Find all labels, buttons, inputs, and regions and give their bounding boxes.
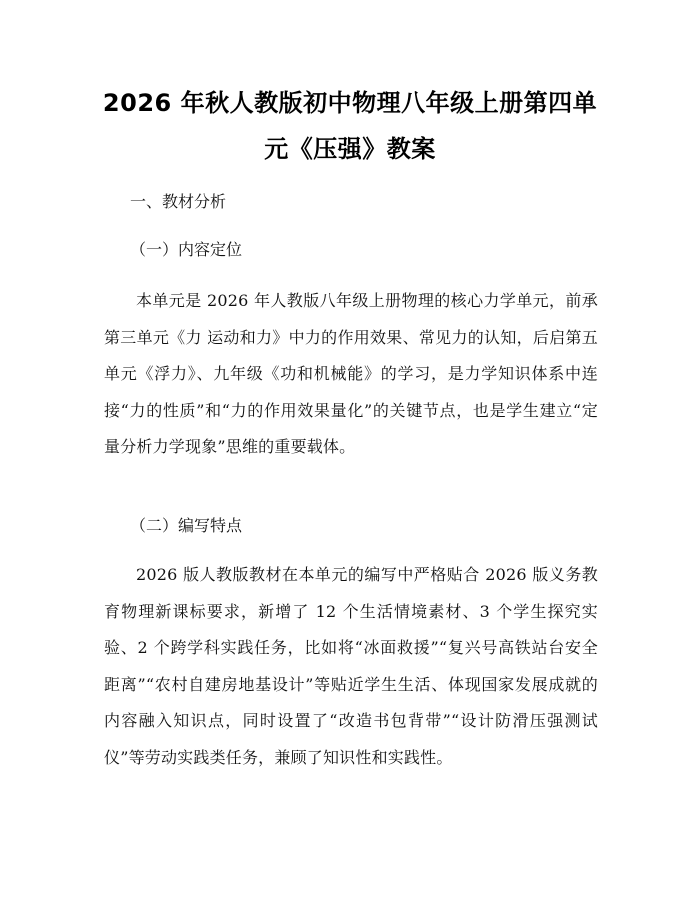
title-line-2: 元《压强》教案 <box>264 135 436 163</box>
subsection-heading-writing-features: （二）编写特点 <box>130 516 243 535</box>
subsection-heading-content-positioning: （一）内容定位 <box>130 240 243 259</box>
section-heading-textbook-analysis: 一、教材分析 <box>130 192 227 211</box>
paragraph-writing-features: 2026 版人教版教材在本单元的编写中严格贴合 2026 版义务教育物理新课标要求，新增了 12 个生活情境素材、3 个学生探究实验、2 个跨学科实践任务，比如将“冰面救援”“复兴号高铁站台安全距离”“农村自建房地基设计”等贴近学生生活、体现国家发展成就的内容融入知识点，同时设置了“改造书包背带”“设计防滑压强测试仪”等劳动实践类任务，兼顾了知识性和实践性。 <box>104 565 598 767</box>
title-line-1: 2026 年秋人教版初中物理八年级上册第四单 <box>102 89 598 117</box>
document-title <box>86 80 614 172</box>
paragraph-content-positioning: 本单元是 2026 年人教版八年级上册物理的核心力学单元，前承第三单元《力 运动和力》中力的作用效果、常见力的认知，后启第五单元《浮力》、九年级《功和机械能》的学习，是力学知识体系中连接“力的性质”和“力的作用效果量化”的关键节点，也是学生建立“定量分析力学现象”思维的重要载体。 <box>104 291 598 456</box>
